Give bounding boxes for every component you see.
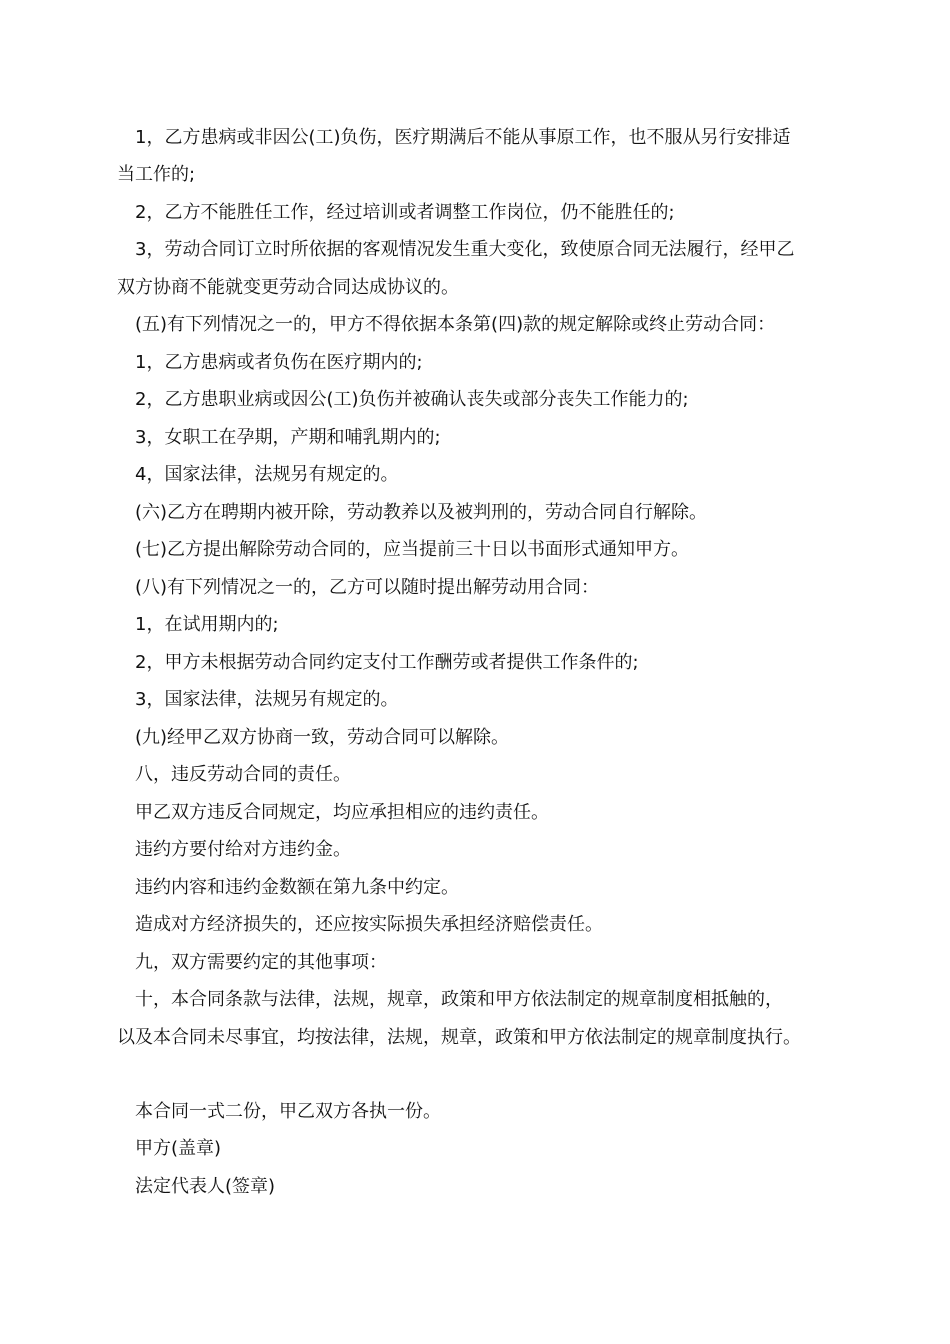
paragraph-line: 违约内容和违约金数额在第九条中约定。 xyxy=(135,877,459,898)
paragraph-line: 2，甲方未根据劳动合同约定支付工作酬劳或者提供工作条件的; xyxy=(135,652,639,673)
paragraph-line: 本合同一式二份，甲乙双方各执一份。 xyxy=(135,1101,441,1122)
party-a-seal-label: 甲方(盖章) xyxy=(135,1138,222,1159)
paragraph-line: 以及本合同未尽事宜，均按法律，法规，规章，政策和甲方依法制定的规章制度执行。 xyxy=(117,1027,801,1048)
paragraph-line: 2，乙方不能胜任工作，经过培训或者调整工作岗位，仍不能胜任的; xyxy=(135,202,675,223)
paragraph-line: 1，乙方患病或者负伤在医疗期内的; xyxy=(135,352,423,373)
paragraph-line: (五)有下列情况之一的，甲方不得依据本条第(四)款的规定解除或终止劳动合同： xyxy=(135,314,776,335)
paragraph-line: 1，乙方患病或非因公(工)负伤，医疗期满后不能从事原工作，也不服从另行安排适 xyxy=(135,127,791,148)
paragraph-line: 2，乙方患职业病或因公(工)负伤并被确认丧失或部分丧失工作能力的; xyxy=(135,389,689,410)
paragraph-line: 造成对方经济损失的，还应按实际损失承担经济赔偿责任。 xyxy=(135,914,603,935)
paragraph-line: 双方协商不能就变更劳动合同达成协议的。 xyxy=(117,277,459,298)
paragraph-line: 违约方要付给对方违约金。 xyxy=(135,839,351,860)
paragraph-line: 3，国家法律，法规另有规定的。 xyxy=(135,689,399,710)
paragraph-line: 1，在试用期内的; xyxy=(135,614,279,635)
paragraph-line: 十，本合同条款与法律，法规，规章，政策和甲方依法制定的规章制度相抵触的， xyxy=(135,989,783,1010)
paragraph-line: 甲乙双方违反合同规定，均应承担相应的违约责任。 xyxy=(135,802,549,823)
paragraph-line: 4，国家法律，法规另有规定的。 xyxy=(135,464,399,485)
paragraph-line: 3，劳动合同订立时所依据的客观情况发生重大变化，致使原合同无法履行，经甲乙 xyxy=(135,239,795,260)
section-heading: 八，违反劳动合同的责任。 xyxy=(135,764,351,785)
paragraph-line: (七)乙方提出解除劳动合同的，应当提前三十日以书面形式通知甲方。 xyxy=(135,539,690,560)
paragraph-line: 当工作的; xyxy=(117,164,196,185)
paragraph-line: (六)乙方在聘期内被开除，劳动教养以及被判刑的，劳动合同自行解除。 xyxy=(135,502,708,523)
paragraph-line: (八)有下列情况之一的，乙方可以随时提出解劳动用合同： xyxy=(135,577,600,598)
legal-representative-signature-label: 法定代表人(签章) xyxy=(135,1176,276,1197)
paragraph-line: (九)经甲乙双方协商一致，劳动合同可以解除。 xyxy=(135,727,510,748)
paragraph-line: 3，女职工在孕期，产期和哺乳期内的; xyxy=(135,427,441,448)
section-heading: 九，双方需要约定的其他事项： xyxy=(135,952,387,973)
